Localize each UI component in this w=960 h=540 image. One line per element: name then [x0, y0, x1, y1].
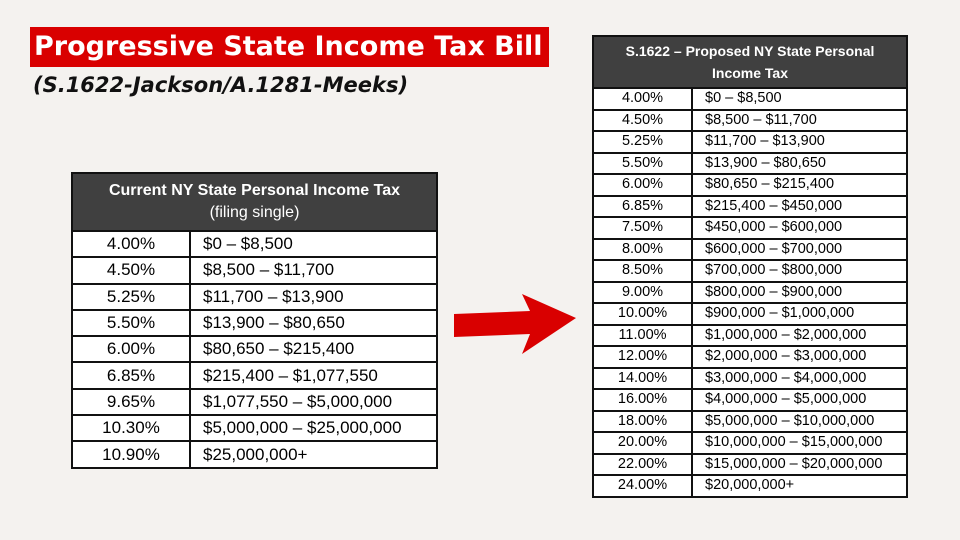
- table-row: [593, 239, 907, 261]
- table-row: [72, 336, 437, 362]
- income-range-cell: $8,500 – $11,700: [692, 110, 907, 132]
- table-row: [72, 362, 437, 388]
- proposed-table-body: [593, 88, 907, 497]
- tax-rate-cell: 10.90%: [72, 441, 190, 467]
- income-range-cell: $5,000,000 – $25,000,000: [190, 415, 437, 441]
- tax-rate-cell: 7.50%: [593, 217, 692, 239]
- income-range-cell: $25,000,000+: [190, 441, 437, 467]
- income-range-cell: $13,900 – $80,650: [692, 153, 907, 175]
- table-row: [593, 174, 907, 196]
- tax-rate-cell: 8.50%: [593, 260, 692, 282]
- tax-rate-cell: 20.00%: [593, 432, 692, 454]
- right-arrow-icon: [452, 290, 578, 360]
- table-row: [593, 303, 907, 325]
- table-row: [72, 415, 437, 441]
- tax-rate-cell: 5.25%: [593, 131, 692, 153]
- income-range-cell: $1,000,000 – $2,000,000: [692, 325, 907, 347]
- income-range-cell: $450,000 – $600,000: [692, 217, 907, 239]
- table-row: [593, 153, 907, 175]
- tax-rate-cell: 4.50%: [72, 257, 190, 283]
- current-table-subtitle: (filing single): [209, 204, 300, 221]
- income-range-cell: $3,000,000 – $4,000,000: [692, 368, 907, 390]
- income-range-cell: $20,000,000+: [692, 475, 907, 497]
- tax-rate-cell: 5.50%: [72, 310, 190, 336]
- table-row: [593, 454, 907, 476]
- table-row: [593, 217, 907, 239]
- table-row: [72, 310, 437, 336]
- current-tax-table: [71, 172, 438, 469]
- tax-rate-cell: 4.00%: [72, 231, 190, 257]
- income-range-cell: $215,400 – $450,000: [692, 196, 907, 218]
- tax-rate-cell: 6.85%: [72, 362, 190, 388]
- tax-rate-cell: 18.00%: [593, 411, 692, 433]
- income-range-cell: $600,000 – $700,000: [692, 239, 907, 261]
- current-table-body: [72, 231, 437, 468]
- table-row: [593, 475, 907, 497]
- income-range-cell: $215,400 – $1,077,550: [190, 362, 437, 388]
- income-range-cell: $5,000,000 – $10,000,000: [692, 411, 907, 433]
- income-range-cell: $900,000 – $1,000,000: [692, 303, 907, 325]
- table-row: [593, 411, 907, 433]
- tax-rate-cell: 4.50%: [593, 110, 692, 132]
- tax-rate-cell: 6.85%: [593, 196, 692, 218]
- page-subtitle: (S.1622-Jackson/A.1281-Meeks): [33, 73, 409, 97]
- proposed-table-title-line2: Income Tax: [712, 65, 788, 81]
- income-range-cell: $1,077,550 – $5,000,000: [190, 389, 437, 415]
- income-range-cell: $4,000,000 – $5,000,000: [692, 389, 907, 411]
- tax-rate-cell: 6.00%: [72, 336, 190, 362]
- income-range-cell: $8,500 – $11,700: [190, 257, 437, 283]
- table-row: [593, 110, 907, 132]
- tax-rate-cell: 9.65%: [72, 389, 190, 415]
- income-range-cell: $0 – $8,500: [190, 231, 437, 257]
- table-row: [593, 131, 907, 153]
- current-table-title: Current NY State Personal Income Tax: [108, 182, 401, 199]
- tax-rate-cell: 10.00%: [593, 303, 692, 325]
- current-table-header: [72, 173, 437, 231]
- tax-rate-cell: 4.00%: [593, 88, 692, 110]
- tax-rate-cell: 5.50%: [593, 153, 692, 175]
- income-range-cell: $700,000 – $800,000: [692, 260, 907, 282]
- table-row: [593, 346, 907, 368]
- table-row: [593, 260, 907, 282]
- table-row: [72, 284, 437, 310]
- proposed-table-header-row: [593, 36, 907, 88]
- tax-rate-cell: 9.00%: [593, 282, 692, 304]
- income-range-cell: $11,700 – $13,900: [190, 284, 437, 310]
- table-row: [72, 257, 437, 283]
- income-range-cell: $13,900 – $80,650: [190, 310, 437, 336]
- table-row: [72, 441, 437, 467]
- income-range-cell: $15,000,000 – $20,000,000: [692, 454, 907, 476]
- tax-rate-cell: 10.30%: [72, 415, 190, 441]
- tax-rate-cell: 8.00%: [593, 239, 692, 261]
- table-row: [593, 196, 907, 218]
- tax-rate-cell: 5.25%: [72, 284, 190, 310]
- income-range-cell: $10,000,000 – $15,000,000: [692, 432, 907, 454]
- income-range-cell: $80,650 – $215,400: [190, 336, 437, 362]
- tax-rate-cell: 12.00%: [593, 346, 692, 368]
- income-range-cell: $11,700 – $13,900: [692, 131, 907, 153]
- table-row: [593, 88, 907, 110]
- income-range-cell: $80,650 – $215,400: [692, 174, 907, 196]
- table-row: [593, 432, 907, 454]
- table-row: [593, 389, 907, 411]
- income-range-cell: $0 – $8,500: [692, 88, 907, 110]
- table-row: [72, 231, 437, 257]
- table-row: [593, 325, 907, 347]
- table-row: [593, 282, 907, 304]
- table-row: [72, 389, 437, 415]
- income-range-cell: $800,000 – $900,000: [692, 282, 907, 304]
- proposed-tax-table: [592, 35, 908, 498]
- proposed-table-header: [593, 36, 907, 88]
- table-row: [593, 368, 907, 390]
- tax-rate-cell: 24.00%: [593, 475, 692, 497]
- proposed-table-title: S.1622 – Proposed NY State Personal: [625, 43, 875, 59]
- tax-rate-cell: 14.00%: [593, 368, 692, 390]
- page-title: Progressive State Income Tax Bill: [30, 27, 549, 67]
- current-table-header-row: [72, 173, 437, 231]
- income-range-cell: $2,000,000 – $3,000,000: [692, 346, 907, 368]
- tax-rate-cell: 11.00%: [593, 325, 692, 347]
- tax-rate-cell: 6.00%: [593, 174, 692, 196]
- tax-rate-cell: 22.00%: [593, 454, 692, 476]
- tax-rate-cell: 16.00%: [593, 389, 692, 411]
